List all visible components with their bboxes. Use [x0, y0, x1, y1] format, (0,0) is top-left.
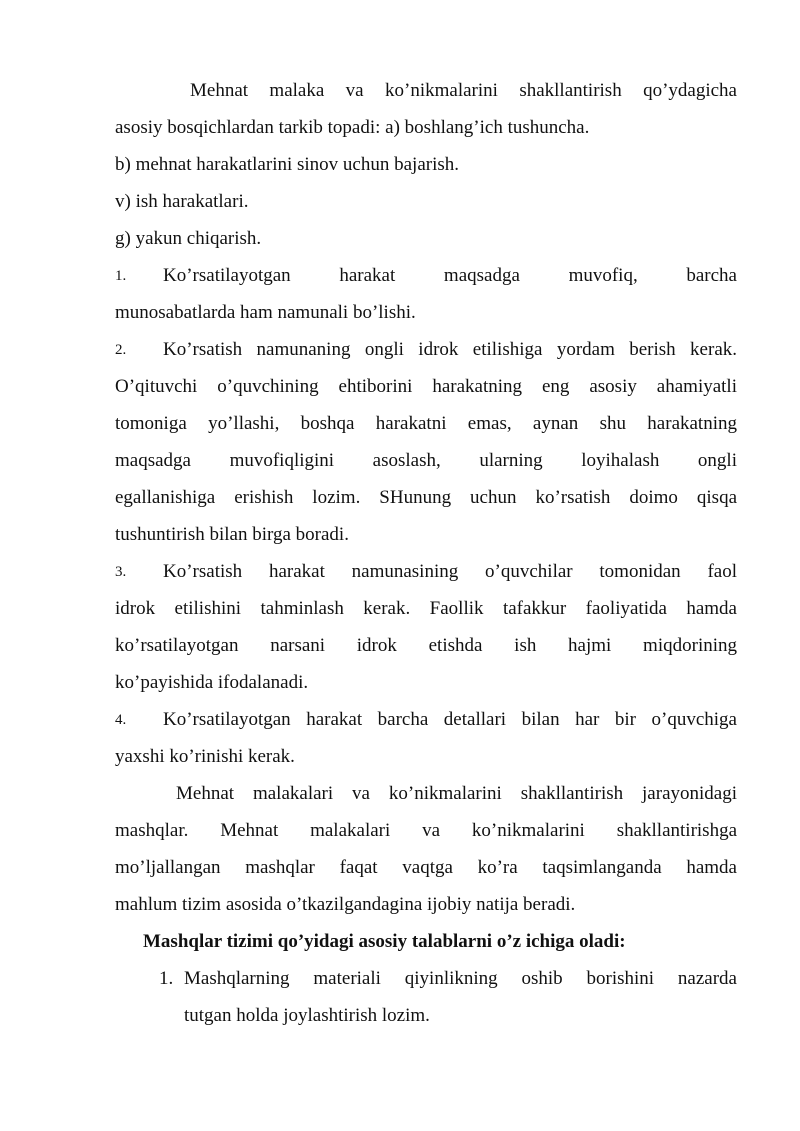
list-number: 1.	[115, 268, 127, 284]
list-item-line: Ko’rsatilayotgan harakat barcha detallari bilan har bir o’quvchiga	[163, 709, 737, 730]
list-item-line: O’qituvchi o’quvchining ehtiborini harakatning eng asosiy ahamiyatli	[115, 376, 737, 397]
list-number: 4.	[115, 712, 127, 728]
list-item-line: tutgan holda joylashtirish lozim.	[184, 1005, 430, 1026]
list-item-line: Mashqlarning materiali qiyinlikning oshib borishini nazarda	[184, 968, 737, 989]
paragraph-line: Mehnat malaka va ko’nikmalarini shakllantirish qo’ydagicha	[190, 80, 737, 101]
list-item-line: maqsadga muvofiqligini asoslash, ularning loyihalash ongli	[115, 450, 737, 471]
paragraph-line: asosiy bosqichlardan tarkib topadi: a) boshlang’ich tushuncha.	[115, 117, 590, 138]
list-item-line: Ko’rsatilayotgan harakat maqsadga muvofiq, barcha	[163, 265, 737, 286]
list-item-line: idrok etilishini tahminlash kerak. Faollik tafakkur faoliyatida hamda	[115, 598, 737, 619]
list-item-line: Ko’rsatish namunaning ongli idrok etilishiga yordam berish kerak.	[163, 339, 737, 360]
paragraph-line: v) ish harakatlari.	[115, 191, 249, 212]
list-item-line: ko’rsatilayotgan narsani idrok etishda ish hajmi miqdorining	[115, 635, 737, 656]
paragraph-line: g) yakun chiqarish.	[115, 228, 262, 249]
paragraph-line: mashqlar. Mehnat malakalari va ko’nikmalarini shakllantirishga	[115, 820, 737, 841]
list-item-line: tomoniga yo’llashi, boshqa harakatni emas, aynan shu harakatning	[115, 413, 737, 434]
paragraph-line: Mehnat malakalari va ko’nikmalarini shakllantirish jarayonidagi	[176, 783, 737, 804]
list-item-line: egallanishiga erishish lozim. SHunung uchun ko’rsatish doimo qisqa	[115, 487, 737, 508]
list-item-line: ko’payishida ifodalanadi.	[115, 672, 309, 693]
list-number: 2.	[115, 342, 127, 358]
paragraph-line: mahlum tizim asosida o’tkazilgandagina ijobiy natija beradi.	[115, 894, 576, 915]
list-item-line: Ko’rsatish harakat namunasining o’quvchilar tomonidan faol	[163, 561, 737, 582]
section-heading: Mashqlar tizimi qo’yidagi asosiy talablarni o’z ichiga oladi:	[143, 931, 626, 952]
list-item-line: tushuntirish bilan birga boradi.	[115, 524, 349, 545]
list-number: 3.	[115, 564, 127, 580]
paragraph-line: b) mehnat harakatlarini sinov uchun bajarish.	[115, 154, 460, 175]
list-item-line: munosabatlarda ham namunali bo’lishi.	[115, 302, 416, 323]
paragraph-line: mo’ljallangan mashqlar faqat vaqtga ko’ra taqsimlanganda hamda	[115, 857, 737, 878]
list-number: 1.	[159, 968, 174, 989]
list-item-line: yaxshi ko’rinishi kerak.	[115, 746, 295, 767]
